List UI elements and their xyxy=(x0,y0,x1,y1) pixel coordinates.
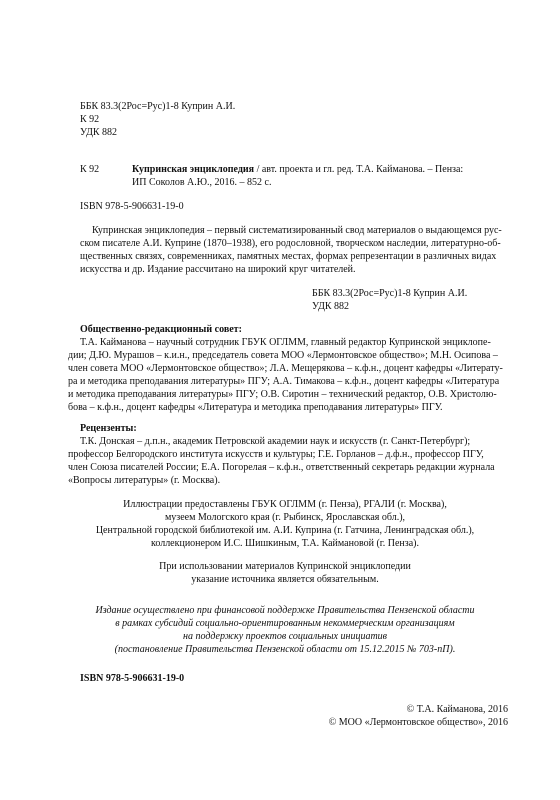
copyright-line: © МОО «Лермонтовское общество», 2016 xyxy=(328,717,508,728)
council-line: и методика преподавания литературы» ПГУ; О.В. Сиротин – технический редактор, О.В. Христолю- xyxy=(68,389,497,400)
copyright xyxy=(250,703,508,729)
illustrations-line: Иллюстрации предоставлены ГБУК ОГЛММ (г. Пенза), РГАЛИ (г. Москва), xyxy=(123,499,447,510)
bbk-code-right: ББК 83.3(2Рос=Рус)1-8 Куприн А.И. xyxy=(312,288,468,299)
reviewers-heading: Рецензенты: xyxy=(80,423,137,434)
author-mark: К 92 xyxy=(80,114,100,125)
usage-note xyxy=(60,560,510,586)
funding-line: (постановление Правительства Пензенской области от 15.12.2015 № 703-пП). xyxy=(114,644,456,655)
copyright-line: © Т.А. Кайманова, 2016 xyxy=(406,704,508,715)
annotation-line: Купринская энциклопедия – первый систематизированный свод материалов о выдающемся рус- xyxy=(92,225,502,236)
council-text xyxy=(68,336,502,414)
funding-line: на поддержку проектов социальных инициатив xyxy=(182,631,388,642)
council-line: Т.А. Кайманова – научный сотрудник ГБУК ОГЛММ, главный редактор Купринской энциклопе- xyxy=(80,337,491,348)
council-heading: Общественно-редакционный совет: xyxy=(80,324,242,335)
funding-line: в рамках субсидий социально-ориентированным некоммерческим организациям xyxy=(115,618,455,629)
annotation-line: искусства и др. Издание рассчитано на широкий круг читателей. xyxy=(80,264,356,275)
council-line: дии; Д.Ю. Мурашов – к.и.н., председатель совета МОО «Лермонтовское общество»; М.Н. Осипова – xyxy=(68,350,498,361)
reviewers-line: «Вопросы литературы» (г. Москва). xyxy=(68,475,221,486)
funding-line: Издание осуществлено при финансовой поддержке Правительства Пензенской области xyxy=(95,605,475,616)
entry-line-1 xyxy=(132,163,463,176)
council-line: член совета МОО «Лермонтовское общество»; Л.А. Мещерякова – к.ф.н., доцент кафедры «Литерату- xyxy=(68,363,503,374)
illustrations-line: коллекционером И.С. Шишкиным, Т.А. Каймановой (г. Пенза). xyxy=(150,538,419,549)
reviewers-line: профессор Белгородского института искусств и культуры; Г.Е. Горланов – д.ф.н., профессор ПГУ, xyxy=(68,449,484,460)
entry-line-2: ИП Соколов А.Ю., 2016. – 852 с. xyxy=(132,177,272,188)
annotation xyxy=(80,224,502,276)
reviewers-line: Т.К. Донская – д.п.н., академик Петровской академии наук и искусств (г. Санкт-Петербург); xyxy=(80,436,471,447)
usage-note-line: указание источника является обязательным. xyxy=(191,574,379,585)
bbk-code: ББК 83.3(2Рос=Рус)1-8 Куприн А.И. xyxy=(80,101,236,112)
isbn-top: ISBN 978-5-906631-19-0 xyxy=(80,201,184,212)
entry-title-rest: / авт. проекта и гл. ред. Т.А. Кайманова. – Пенза: xyxy=(254,164,464,175)
top-classification xyxy=(80,100,380,139)
funding-note xyxy=(60,604,510,656)
illustrations-line: музеем Мологского края (г. Рыбинск, Ярославская обл.), xyxy=(164,512,406,523)
annotation-line: ском писателе А.И. Куприне (1870–1938), его родословной, творческом наследии, литературно-об- xyxy=(80,238,501,249)
isbn-bottom: ISBN 978-5-906631-19-0 xyxy=(80,673,185,684)
udk-code: УДК 882 xyxy=(80,127,118,138)
illustrations-line: Центральной городской библиотекой им. А.И. Куприна (г. Гатчина, Ленинградская обл.), xyxy=(95,525,475,536)
entry-title: Купринская энциклопедия xyxy=(132,164,255,175)
council-line: ра и методика преподавания литературы» ПГУ; А.А. Тимакова – к.ф.н., доцент кафедры «Литература xyxy=(68,376,500,387)
right-classification xyxy=(312,287,502,313)
usage-note-line: При использовании материалов Купринской энциклопедии xyxy=(159,561,411,572)
illustrations-credits xyxy=(60,498,510,550)
entry-code: К 92 xyxy=(80,164,100,175)
annotation-line: щественных связях, современниках, памятных местах, формах репрезентации в различных видах xyxy=(80,251,497,262)
reviewers-text xyxy=(68,435,502,487)
council-line: бова – к.ф.н., доцент кафедры «Литература и методика преподавания литературы» ПГУ. xyxy=(68,402,443,413)
udk-code-right: УДК 882 xyxy=(312,301,350,312)
reviewers-line: член Союза писателей России; Е.А. Погорелая – к.ф.н., ответственный секретарь редакции журнала xyxy=(68,462,495,473)
